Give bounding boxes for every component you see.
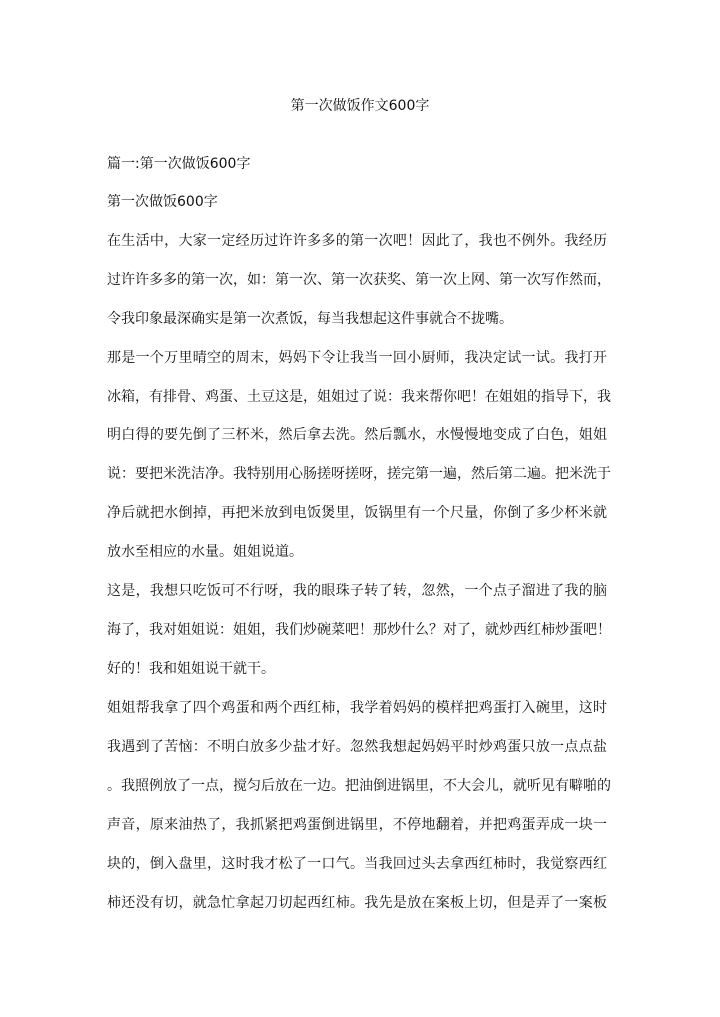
body-line: 明白得的要先倒了三杯米，然后拿去洗。然后瓢水，水慢慢地变成了白色，姐姐 bbox=[107, 427, 607, 443]
body-line: 冰箱，有排骨、鸡蛋、土豆这是，姐姐过了说：我来帮你吧！在姐姐的指导下，我 bbox=[107, 389, 611, 405]
body-line: 块的，倒入盘里，这时我才松了一口气。当我回过头去拿西红柿时，我觉察西红 bbox=[107, 856, 607, 872]
body-line: 柿还没有切，就急忙拿起刀切起西红柿。我先是放在案板上切，但是弄了一案板 bbox=[107, 895, 607, 911]
body-line: 好的！我和姐姐说干就干。 bbox=[107, 661, 275, 677]
body-line: 令我印象最深确实是第一次煮饭，每当我想起这件事就合不拢嘴。 bbox=[107, 311, 513, 327]
body-line: 我遇到了苦恼：不明白放多少盐才好。忽然我想起妈妈平时炒鸡蛋只放一点点盐 bbox=[107, 739, 607, 755]
body-line: 。我照例放了一点，搅匀后放在一边。把油倒进锅里，不大会儿，就听见有噼啪的 bbox=[107, 778, 611, 794]
body-line: 姐姐帮我拿了四个鸡蛋和两个西红柿，我学着妈妈的模样把鸡蛋打入碗里，这时 bbox=[107, 700, 607, 716]
body-line: 这是，我想只吃饭可不行呀，我的眼珠子转了转，忽然，一个点子溜进了我的脑 bbox=[107, 583, 607, 599]
body-line: 过许许多多的第一次，如：第一次、第一次获奖、第一次上网、第一次写作然而， bbox=[107, 272, 611, 288]
body-line: 在生活中，大家一定经历过许许多多的第一次吧！因此了，我也不例外。我经历 bbox=[107, 233, 607, 249]
body-line: 那是一个万里晴空的周末，妈妈下令让我当一回小厨师，我决定试一试。我打开 bbox=[107, 350, 607, 366]
body-line: 说：要把米洗洁净。我特别用心肠搓呀搓呀，搓完第一遍，然后第二遍。把米洗于 bbox=[107, 466, 611, 482]
body-line: 声音，原来油热了，我抓紧把鸡蛋倒进锅里，不停地翻着，并把鸡蛋弄成一块一 bbox=[107, 817, 607, 833]
body-line: 海了，我对姐姐说：姐姐，我们炒碗菜吧！那炒什么？对了，就炒西红柿炒蛋吧！ bbox=[107, 622, 611, 638]
subtitle: 第一次做饭600字 bbox=[107, 194, 218, 210]
body-line: 净后就把水倒掉，再把米放到电饭煲里，饭锅里有一个尺量，你倒了多少杯米就 bbox=[107, 505, 607, 521]
body-line: 放水至相应的水量。姐姐说道。 bbox=[107, 544, 303, 560]
document-title: 第一次做饭作文600字 bbox=[290, 98, 430, 114]
section-heading: 篇一:第一次做饭600字 bbox=[107, 156, 251, 172]
